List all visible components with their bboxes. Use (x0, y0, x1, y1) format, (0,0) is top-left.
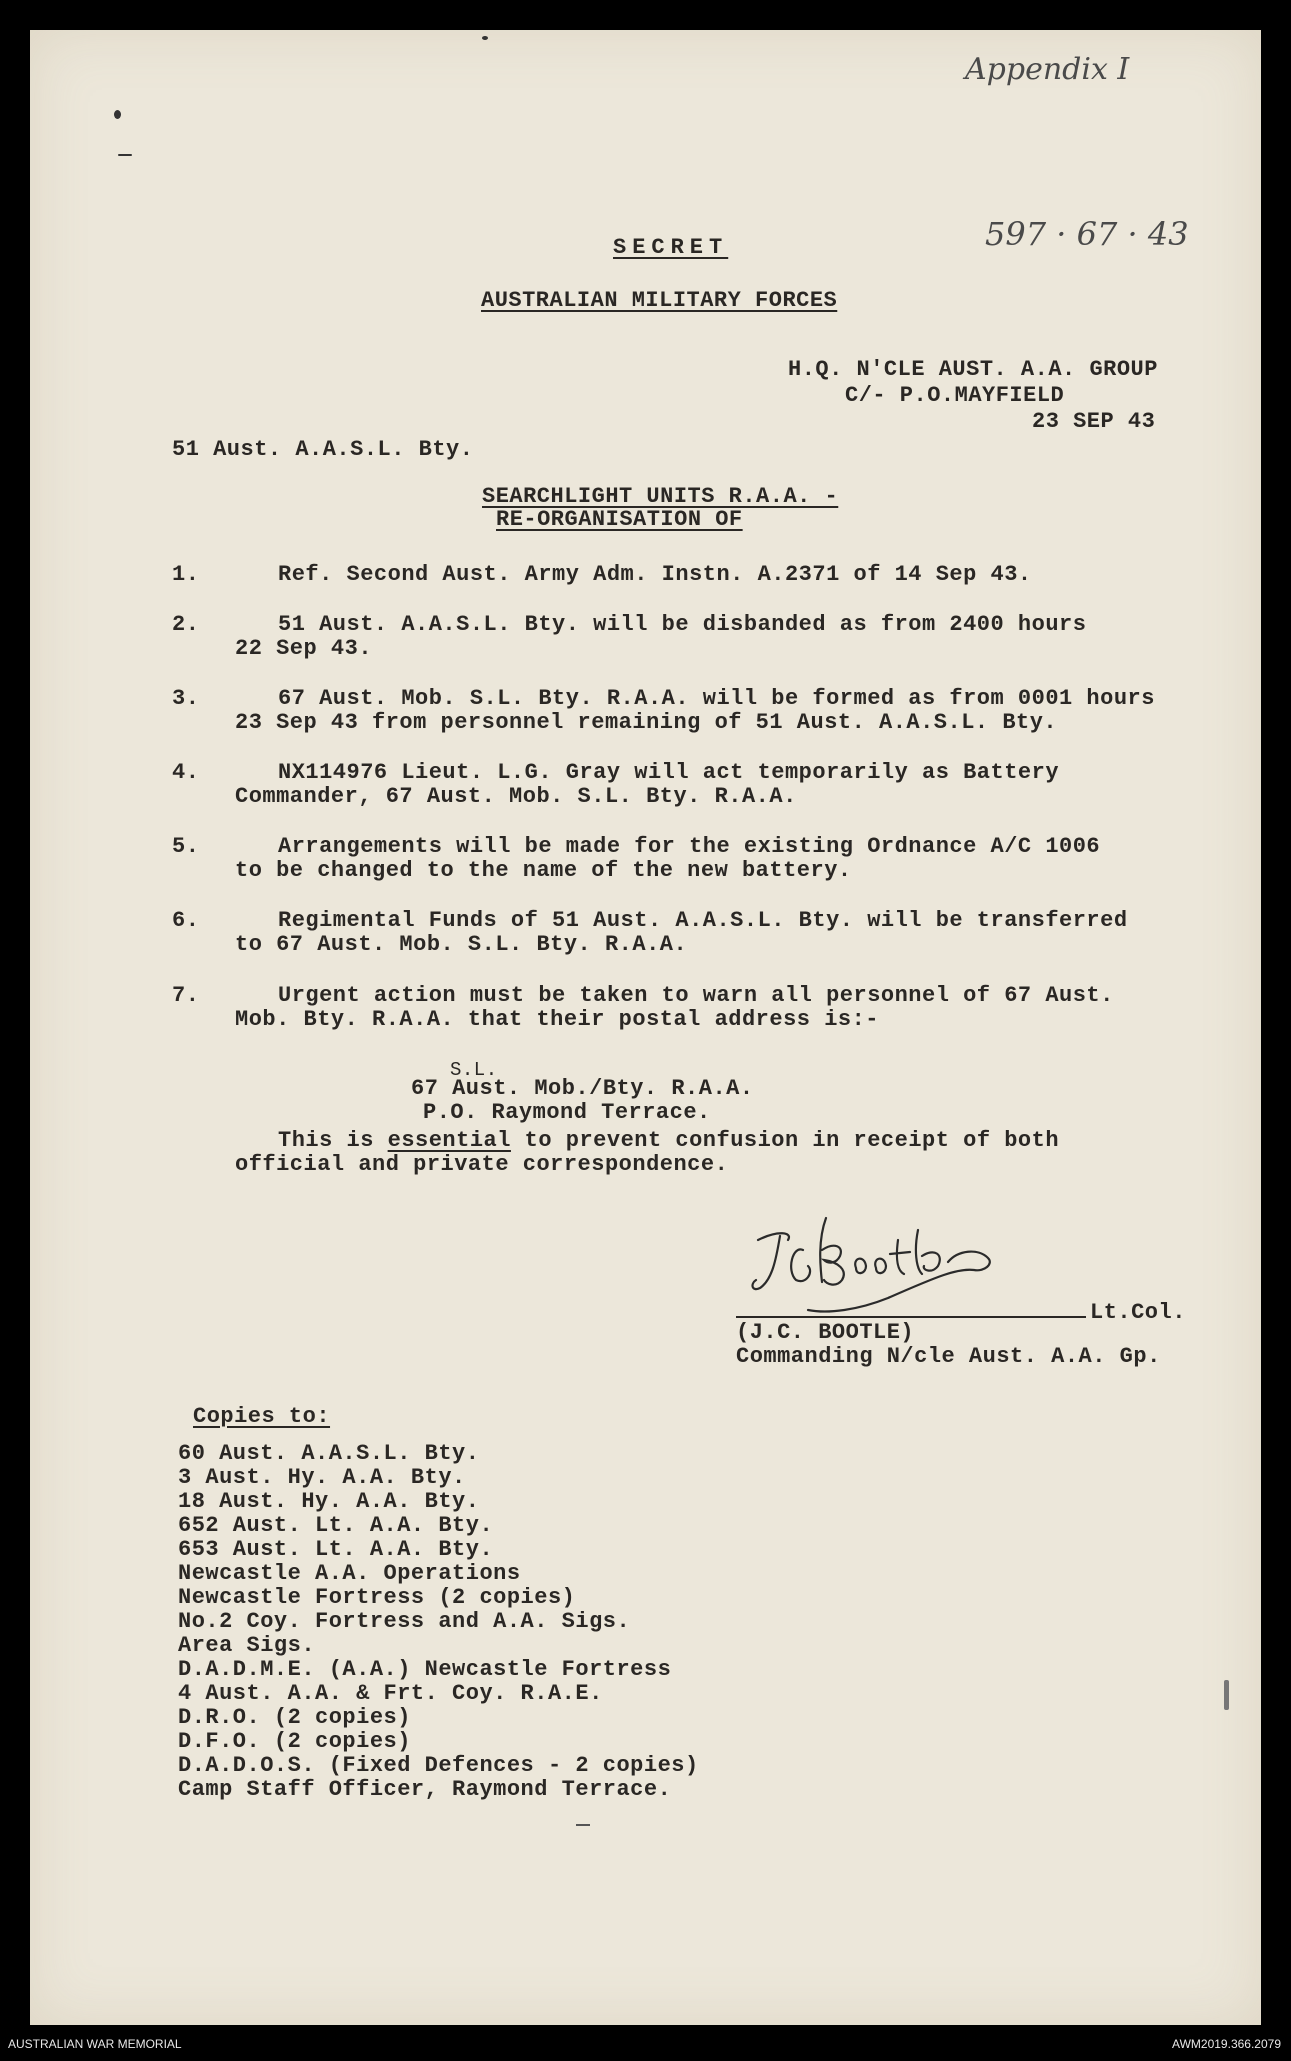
copy-recipient: D.R.O. (2 copies) (178, 1705, 411, 1730)
postal-address-line-2: P.O. Raymond Terrace. (423, 1100, 711, 1125)
paper-mark (482, 36, 488, 40)
paragraph-text-continued: Mob. Bty. R.A.A. that their postal address is:- (235, 1007, 880, 1032)
copy-recipient: Newcastle Fortress (2 copies) (178, 1585, 576, 1610)
closing-line-1: This is essential to prevent confusion in receipt of both (278, 1128, 1060, 1153)
closing-line-2: official and private correspondence. (235, 1152, 729, 1177)
document-page (30, 30, 1261, 2025)
file-reference-annotation: 597 · 67 · 43 (985, 215, 1189, 253)
paragraph-text-continued: 23 Sep 43 from personnel remaining of 51 Aust. A.A.S.L. Bty. (235, 710, 1058, 735)
paragraph-text-continued: to 67 Aust. Mob. S.L. Bty. R.A.A. (235, 932, 688, 957)
paper-mark (114, 110, 121, 119)
copy-recipient: 3 Aust. Hy. A.A. Bty. (178, 1465, 466, 1490)
copy-recipient: 4 Aust. A.A. & Frt. Coy. R.A.E. (178, 1681, 603, 1706)
copy-recipient: Camp Staff Officer, Raymond Terrace. (178, 1777, 672, 1802)
paper-mark (1224, 1680, 1229, 1710)
copy-recipient: Area Sigs. (178, 1633, 316, 1658)
paragraph-text-continued: Commander, 67 Aust. Mob. S.L. Bty. R.A.A. (235, 784, 797, 809)
addressee: 51 Aust. A.A.S.L. Bty. (172, 437, 474, 462)
postal-address-line-1: 67 Aust. Mob./Bty. R.A.A. (411, 1076, 754, 1101)
paragraph-number: 7. (172, 983, 200, 1008)
paragraph-text-continued: to be changed to the name of the new battery. (235, 858, 852, 883)
signatory-title: Commanding N/cle Aust. A.A. Gp. (736, 1344, 1161, 1369)
signatory-rank: Lt.Col. (1090, 1300, 1186, 1325)
document-date: 23 SEP 43 (1032, 409, 1156, 434)
paragraph-text: 51 Aust. A.A.S.L. Bty. will be disbanded as from 2400 hours (278, 612, 1087, 637)
paragraph-text: Regimental Funds of 51 Aust. A.A.S.L. Bty. will be transferred (278, 908, 1128, 933)
copy-recipient: D.F.O. (2 copies) (178, 1729, 411, 1754)
copies-heading: Copies to: (193, 1404, 331, 1429)
copy-recipient: D.A.D.O.S. (Fixed Defences - 2 copies) (178, 1753, 699, 1778)
sender-line-2: C/- P.O.MAYFIELD (845, 383, 1065, 408)
paragraph-number: 5. (172, 834, 200, 859)
signature-line (736, 1316, 1086, 1318)
organisation-title: AUSTRALIAN MILITARY FORCES (481, 288, 838, 313)
subject-line-2: RE-ORGANISATION OF (496, 507, 743, 532)
subject-line-1: SEARCHLIGHT UNITS R.A.A. - (482, 484, 839, 509)
archive-credit: AUSTRALIAN WAR MEMORIAL (8, 2037, 182, 2051)
copy-recipient: Newcastle A.A. Operations (178, 1561, 521, 1586)
paragraph-text: Arrangements will be made for the existing Ordnance A/C 1006 (278, 834, 1101, 859)
archive-accession-number: AWM2019.366.2079 (1172, 2037, 1281, 2051)
paragraph-number: 1. (172, 562, 200, 587)
paper-mark (118, 154, 132, 156)
copy-recipient: 18 Aust. Hy. A.A. Bty. (178, 1489, 480, 1514)
postal-address-insertion: S.L. (450, 1059, 498, 1081)
signature (748, 1210, 1048, 1320)
paragraph-text: NX114976 Lieut. L.G. Gray will act temporarily as Battery (278, 760, 1060, 785)
signatory-name: (J.C. BOOTLE) (736, 1320, 915, 1345)
paragraph-text: Ref. Second Aust. Army Adm. Instn. A.2371 of 14 Sep 43. (278, 562, 1032, 587)
paragraph-number: 4. (172, 760, 200, 785)
appendix-annotation: Appendix I (965, 52, 1130, 87)
copy-recipient: 652 Aust. Lt. A.A. Bty. (178, 1513, 494, 1538)
copy-recipient: D.A.D.M.E. (A.A.) Newcastle Fortress (178, 1657, 672, 1682)
paragraph-text: 67 Aust. Mob. S.L. Bty. R.A.A. will be formed as from 0001 hours (278, 686, 1155, 711)
paragraph-text-continued: 22 Sep 43. (235, 636, 373, 661)
copy-recipient: No.2 Coy. Fortress and A.A. Sigs. (178, 1609, 631, 1634)
paragraph-text: Urgent action must be taken to warn all personnel of 67 Aust. (278, 983, 1114, 1008)
page-mark (576, 1824, 590, 1826)
paragraph-number: 3. (172, 686, 200, 711)
copy-recipient: 60 Aust. A.A.S.L. Bty. (178, 1441, 480, 1466)
classification: SECRET (613, 235, 729, 260)
paragraph-number: 6. (172, 908, 200, 933)
paragraph-number: 2. (172, 612, 200, 637)
copy-recipient: 653 Aust. Lt. A.A. Bty. (178, 1537, 494, 1562)
sender-line-1: H.Q. N'CLE AUST. A.A. GROUP (788, 357, 1158, 382)
